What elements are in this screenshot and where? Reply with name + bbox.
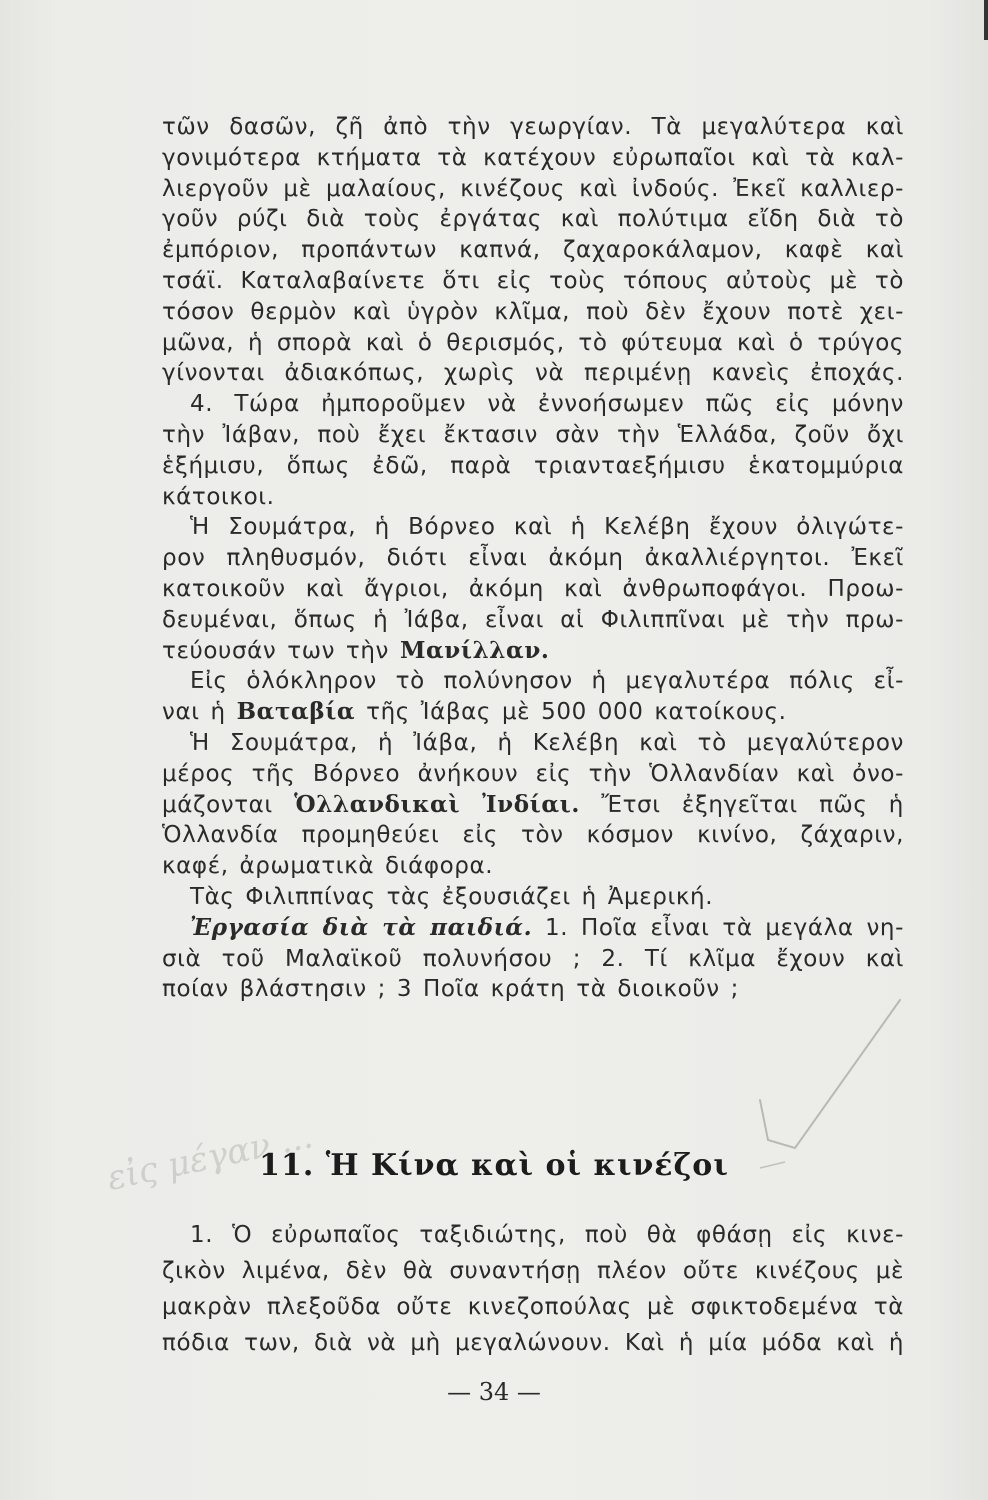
body-text <box>162 112 904 1005</box>
text-line: Εἰς ὁλόκληρον τὸ πολύνησον ἡ μεγαλυτέρα πόλις εἶ- <box>190 668 904 695</box>
text-line: ἐμπόριον, προπάντων καπνά, ζαχαροκάλαμον, καφὲ καὶ <box>162 237 904 264</box>
text-line: καφέ, ἀρωματικὰ διάφορα. <box>162 853 494 880</box>
text-line: Τὰς Φιλιππίνας τὰς ἐξουσιάζει ἡ Ἀμερική. <box>190 883 714 910</box>
text-line: πόδια των, διὰ νὰ μὴ μεγαλώνουν. Καὶ ἡ μία μόδα καὶ ἡ <box>162 1330 904 1356</box>
text-line: λιεργοῦν μὲ μαλαίους, κινέζους καὶ ἰνδούς. Ἐκεῖ καλλιερ- <box>162 175 904 202</box>
bold-place-name: Μανίλλαν. <box>399 636 550 664</box>
text-line <box>162 636 904 667</box>
text-line: τὴν Ἰάβαν, ποὺ ἔχει ἔκτασιν σὰν τὴν Ἑλλάδα, ζοῦν ὄχι <box>162 421 904 448</box>
text-line <box>162 790 904 821</box>
text-line: ζικὸν λιμένα, δὲν θὰ συναντήσῃ πλέον οὔτε κινέζους μὲ <box>162 1258 904 1284</box>
text-fragment: τῆς Ἰάβας μὲ 500 000 κατοίκους. <box>366 699 787 726</box>
exercise-line <box>162 913 904 944</box>
text-line: γοῦν ρύζι διὰ τοὺς ἐργάτας καὶ πολύτιμα εἴδη διὰ τὸ <box>162 206 904 233</box>
pencil-check-mark <box>760 1000 900 1148</box>
chapter-body-text <box>162 1217 904 1361</box>
text-fragment: Ἔτσι ἐξηγεῖται πῶς ἡ <box>601 791 904 818</box>
text-line: 1. Ὁ εὐρωπαῖος ταξιδιώτης, ποὺ θὰ φθάσῃ εἰς κινε- <box>190 1222 904 1248</box>
text-line: μῶνα, ἡ σπορὰ καὶ ὁ θερισμός, τὸ φύτευμα καὶ ὁ τρύγος <box>162 329 904 356</box>
text-line: γίνονται ἀδιακόπως, χωρὶς νὰ περιμένῃ κανεὶς ἐποχάς. <box>162 360 904 387</box>
exercise-line: ποίαν βλάστησιν ; 3 Ποῖα κράτη τὰ διοικοῦν ; <box>162 976 739 1003</box>
text-line: γονιμότερα κτήματα τὰ κατέχουν εὐρωπαῖοι καὶ τὰ καλ- <box>162 144 904 171</box>
exercise-line: σιὰ τοῦ Μαλαϊκοῦ πολυνήσου ; 2. Τί κλῖμα ἔχουν καὶ <box>162 945 904 972</box>
text-line: δευμέναι, ὅπως ἡ Ἰάβα, εἶναι αἱ Φιλιππῖναι μὲ τὴν πρω- <box>162 606 904 633</box>
text-fragment: 1. Ποῖα εἶναι τὰ μεγάλα νη- <box>545 914 904 941</box>
text-line: ρον πληθυσμόν, διότι εἶναι ἀκόμη ἀκαλλιέργητοι. Ἐκεῖ <box>162 545 904 572</box>
text-line: Ὁλλανδία προμηθεύει εἰς τὸν κόσμον κινίνο, ζάχαριν, <box>162 822 904 849</box>
text-line: μακρὰν πλεξοῦδα οὔτε κινεζοπούλας μὲ σφικτοδεμένα τὰ <box>162 1294 904 1320</box>
text-fragment: ναι ἡ <box>162 699 226 726</box>
text-line <box>162 697 904 728</box>
text-line: Ἡ Σουμάτρα, ἡ Βόρνεο καὶ ἡ Κελέβη ἔχουν ὀλιγώτε- <box>190 514 904 541</box>
text-fragment: μάζονται <box>162 791 273 818</box>
text-fragment: τεύουσάν των τὴν <box>162 637 390 664</box>
text-line: Ἡ Σουμάτρα, ἡ Ἰάβα, ἡ Κελέβη καὶ τὸ μεγαλύτερον <box>190 729 904 756</box>
bold-place-name: Βαταβία <box>236 698 356 726</box>
text-line: μέρος τῆς Βόρνεο ἀνήκουν εἰς τὴν Ὁλλανδίαν καὶ ὀνο- <box>162 760 904 787</box>
page-number: — 34 — <box>447 1378 541 1406</box>
scan-edge <box>984 0 988 40</box>
text-line: τῶν δασῶν, ζῆ ἀπὸ τὴν γεωργίαν. Τὰ μεγαλύτερα καὶ <box>162 114 904 140</box>
text-line: τόσον θερμὸν καὶ ὑγρὸν κλῖμα, ποὺ δὲν ἔχουν ποτὲ χει- <box>162 298 904 325</box>
pencil-note: εἰς μέγαν ... <box>103 1116 317 1199</box>
text-line: κάτοικοι. <box>162 483 275 510</box>
exercise-label: Ἐργασία διὰ τὰ παιδιά. <box>190 913 533 941</box>
chapter-heading: 11. Ἡ Κίνα καὶ οἱ κινέζοι <box>259 1148 729 1183</box>
text-line: 4. Τώρα ἠμποροῦμεν νὰ ἐννοήσωμεν πῶς εἰς μόνην <box>190 391 904 418</box>
bold-place-name: Ὁλλανδικαὶ Ἰνδίαι. <box>294 790 581 818</box>
text-line: κατοικοῦν καὶ ἄγριοι, ἀκόμη καὶ ἀνθρωποφάγοι. Προω- <box>162 575 904 602</box>
text-line: τσάϊ. Καταλαβαίνετε ὅτι εἰς τοὺς τόπους αὐτοὺς μὲ τὸ <box>162 267 904 294</box>
text-line: ἑξήμισυ, ὅπως ἐδῶ, παρὰ τριανταεξήμισυ ἑκατομμύρια <box>162 452 904 479</box>
